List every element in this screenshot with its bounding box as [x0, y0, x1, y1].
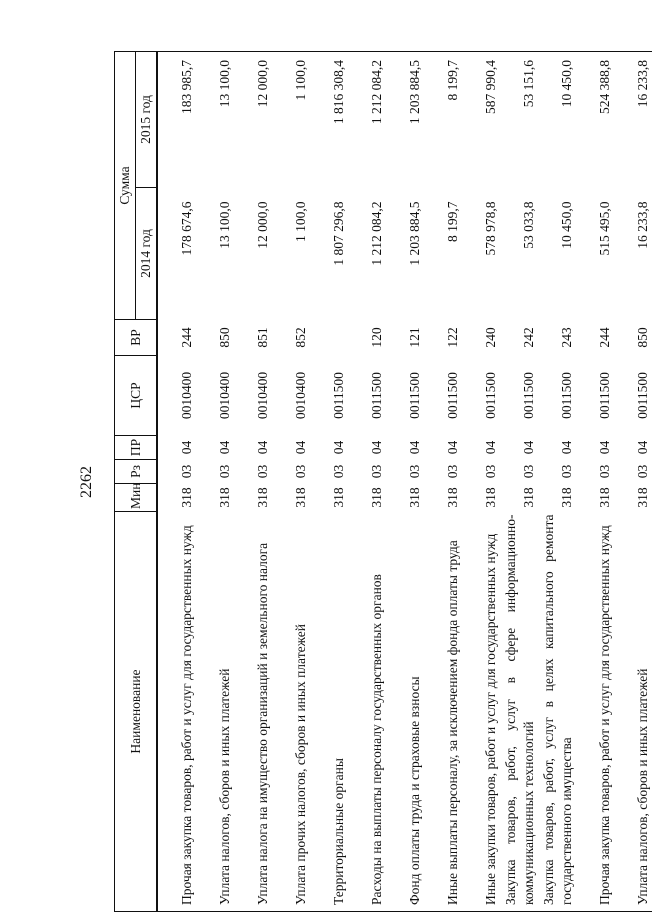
row-sum-2014: 8 199,7	[445, 201, 460, 242]
row-csr: 0011500	[369, 372, 384, 419]
row-csr: 0011500	[483, 372, 498, 419]
row-name: Территориальные органы	[310, 512, 348, 912]
row-name: Расходы на выплаты персоналу государственных органов	[348, 512, 386, 912]
row-pr: 04	[293, 440, 308, 455]
row-sum-2014: 1 807 296,8	[331, 201, 346, 266]
row-rz: 03	[293, 464, 308, 479]
row-name: Закупка товаров, работ, услуг в целях капитального ремонта государственного имущества	[538, 512, 576, 912]
row-min: 318	[559, 487, 574, 508]
row-csr: 0011500	[597, 372, 612, 419]
table-row	[500, 51, 538, 911]
row-name: Уплата налогов, сборов и иных платежей	[614, 512, 652, 912]
row-vr: 120	[369, 327, 384, 348]
row-name: Иные закупки товаров, работ и услуг для государственных нужд	[462, 512, 500, 912]
row-csr: 0011500	[445, 372, 460, 419]
row-sum-2015: 524 388,8	[576, 51, 614, 187]
row-vr: 243	[559, 327, 574, 348]
row-rz: 03	[521, 464, 536, 479]
row-sum-2015: 10 450,0	[538, 51, 576, 187]
row-rz: 03	[635, 464, 650, 479]
row-vr: 240	[483, 327, 498, 348]
row-sum-2015: 53 151,6	[500, 51, 538, 187]
row-sum-2014: 1 100,0	[293, 201, 308, 242]
row-pr: 04	[369, 440, 384, 455]
table-row	[386, 51, 424, 911]
row-rz: 03	[179, 464, 194, 479]
row-vr: 121	[407, 327, 422, 348]
row-csr: 0010400	[179, 371, 194, 420]
row-csr: 0010400	[293, 371, 308, 420]
table-row	[462, 51, 500, 911]
row-sum-2015: 13 100,0	[196, 51, 234, 187]
row-pr: 04	[255, 440, 270, 455]
row-name: Прочая закупка товаров, работ и услуг для государственных нужд	[576, 512, 614, 912]
row-sum-2015: 1 203 884,5	[386, 51, 424, 187]
row-csr: 0011500	[407, 372, 422, 419]
row-min: 318	[483, 487, 498, 508]
row-csr: 0011500	[559, 372, 574, 419]
rotated-content	[72, 52, 650, 912]
header-2015: 2015 год	[136, 51, 158, 187]
row-sum-2015: 12 000,0	[234, 51, 272, 187]
row-sum-2014: 1 212 084,2	[369, 201, 384, 266]
row-csr: 0010400	[255, 371, 270, 420]
row-name: Уплата прочих налогов, сборов и иных платежей	[272, 512, 310, 912]
row-sum-2014: 1 203 884,5	[407, 201, 422, 266]
row-vr: 242	[521, 327, 536, 348]
header-sum: Сумма	[115, 51, 136, 319]
row-name: Иные выплаты персоналу, за исключением фонда оплаты труда	[424, 512, 462, 912]
table-row	[234, 51, 272, 911]
row-sum-2014: 10 450,0	[559, 201, 574, 249]
row-rz: 03	[597, 464, 612, 479]
row-sum-2015: 1 100,0	[272, 51, 310, 187]
row-min: 318	[635, 487, 650, 508]
header-rz: Рз	[115, 460, 158, 484]
row-pr: 04	[179, 440, 194, 455]
table-row	[272, 51, 310, 911]
page-number: 2262	[78, 466, 95, 498]
row-csr: 0010400	[217, 371, 232, 420]
row-vr: 244	[179, 327, 194, 348]
row-vr: 850	[217, 327, 232, 348]
table-row	[424, 51, 462, 911]
row-csr: 0011500	[635, 372, 650, 419]
table-body	[157, 51, 652, 911]
row-pr: 04	[445, 440, 460, 455]
row-vr: 850	[635, 327, 650, 348]
row-sum-2015: 8 199,7	[424, 51, 462, 187]
row-name: Уплата налогов, сборов и иных платежей	[196, 512, 234, 912]
row-vr: 122	[445, 327, 460, 348]
row-rz: 03	[559, 464, 574, 479]
table-row	[614, 51, 652, 911]
row-min: 318	[407, 487, 422, 508]
row-sum-2014: 578 978,8	[483, 201, 498, 256]
row-csr: 0011500	[331, 372, 346, 419]
row-sum-2015: 587 990,4	[462, 51, 500, 187]
table-row	[157, 51, 196, 911]
row-sum-2015: 16 233,8	[614, 51, 652, 187]
row-pr: 04	[483, 440, 498, 455]
row-pr: 04	[217, 440, 232, 455]
header-pr: ПР	[115, 436, 158, 460]
row-pr: 04	[597, 440, 612, 455]
row-vr: 852	[293, 327, 308, 348]
row-sum-2014: 178 674,6	[179, 201, 194, 256]
row-vr: 244	[597, 327, 612, 348]
row-pr: 04	[559, 440, 574, 455]
row-rz: 03	[331, 464, 346, 479]
header-2014: 2014 год	[136, 188, 158, 320]
row-rz: 03	[217, 464, 232, 479]
row-sum-2015: 183 985,7	[157, 51, 196, 187]
row-name: Прочая закупка товаров, работ и услуг для государственных нужд	[157, 512, 196, 912]
table-row	[310, 51, 348, 911]
row-csr: 0011500	[521, 372, 536, 419]
row-sum-2014: 13 100,0	[217, 201, 232, 249]
row-min: 318	[293, 487, 308, 508]
table-row	[576, 51, 614, 911]
row-min: 318	[597, 487, 612, 508]
row-name: Закупка товаров, работ, услуг в сфере информационно-коммуникационных технологий	[500, 512, 538, 912]
row-pr: 04	[331, 440, 346, 455]
row-rz: 03	[255, 464, 270, 479]
row-name: Фонд оплаты труда и страховые взносы	[386, 512, 424, 912]
budget-table	[114, 51, 652, 912]
row-sum-2014: 53 033,8	[521, 201, 536, 249]
row-sum-2014: 12 000,0	[255, 201, 270, 249]
row-min: 318	[179, 487, 194, 508]
row-rz: 03	[369, 464, 384, 479]
header-vr: ВР	[115, 320, 158, 356]
row-sum-2015: 1 212 084,2	[348, 51, 386, 187]
row-min: 318	[255, 487, 270, 508]
header-min: Мин	[115, 484, 158, 512]
row-name: Уплата налога на имущество организаций и земельного налога	[234, 512, 272, 912]
row-rz: 03	[483, 464, 498, 479]
row-pr: 04	[407, 440, 422, 455]
header-name: Наименование	[115, 512, 158, 912]
row-rz: 03	[407, 464, 422, 479]
row-vr: 851	[255, 327, 270, 348]
row-vr	[310, 320, 348, 356]
row-sum-2014: 515 495,0	[597, 201, 612, 256]
row-min: 318	[369, 487, 384, 508]
row-pr: 04	[635, 440, 650, 455]
row-min: 318	[445, 487, 460, 508]
table-row	[538, 51, 576, 911]
row-sum-2015: 1 816 308,4	[310, 51, 348, 187]
row-min: 318	[217, 487, 232, 508]
row-rz: 03	[445, 464, 460, 479]
header-csr: ЦСР	[115, 356, 158, 436]
table-row	[196, 51, 234, 911]
row-pr: 04	[521, 440, 536, 455]
row-min: 318	[521, 487, 536, 508]
row-min: 318	[331, 487, 346, 508]
row-sum-2014: 16 233,8	[635, 201, 650, 249]
table-row	[348, 51, 386, 911]
